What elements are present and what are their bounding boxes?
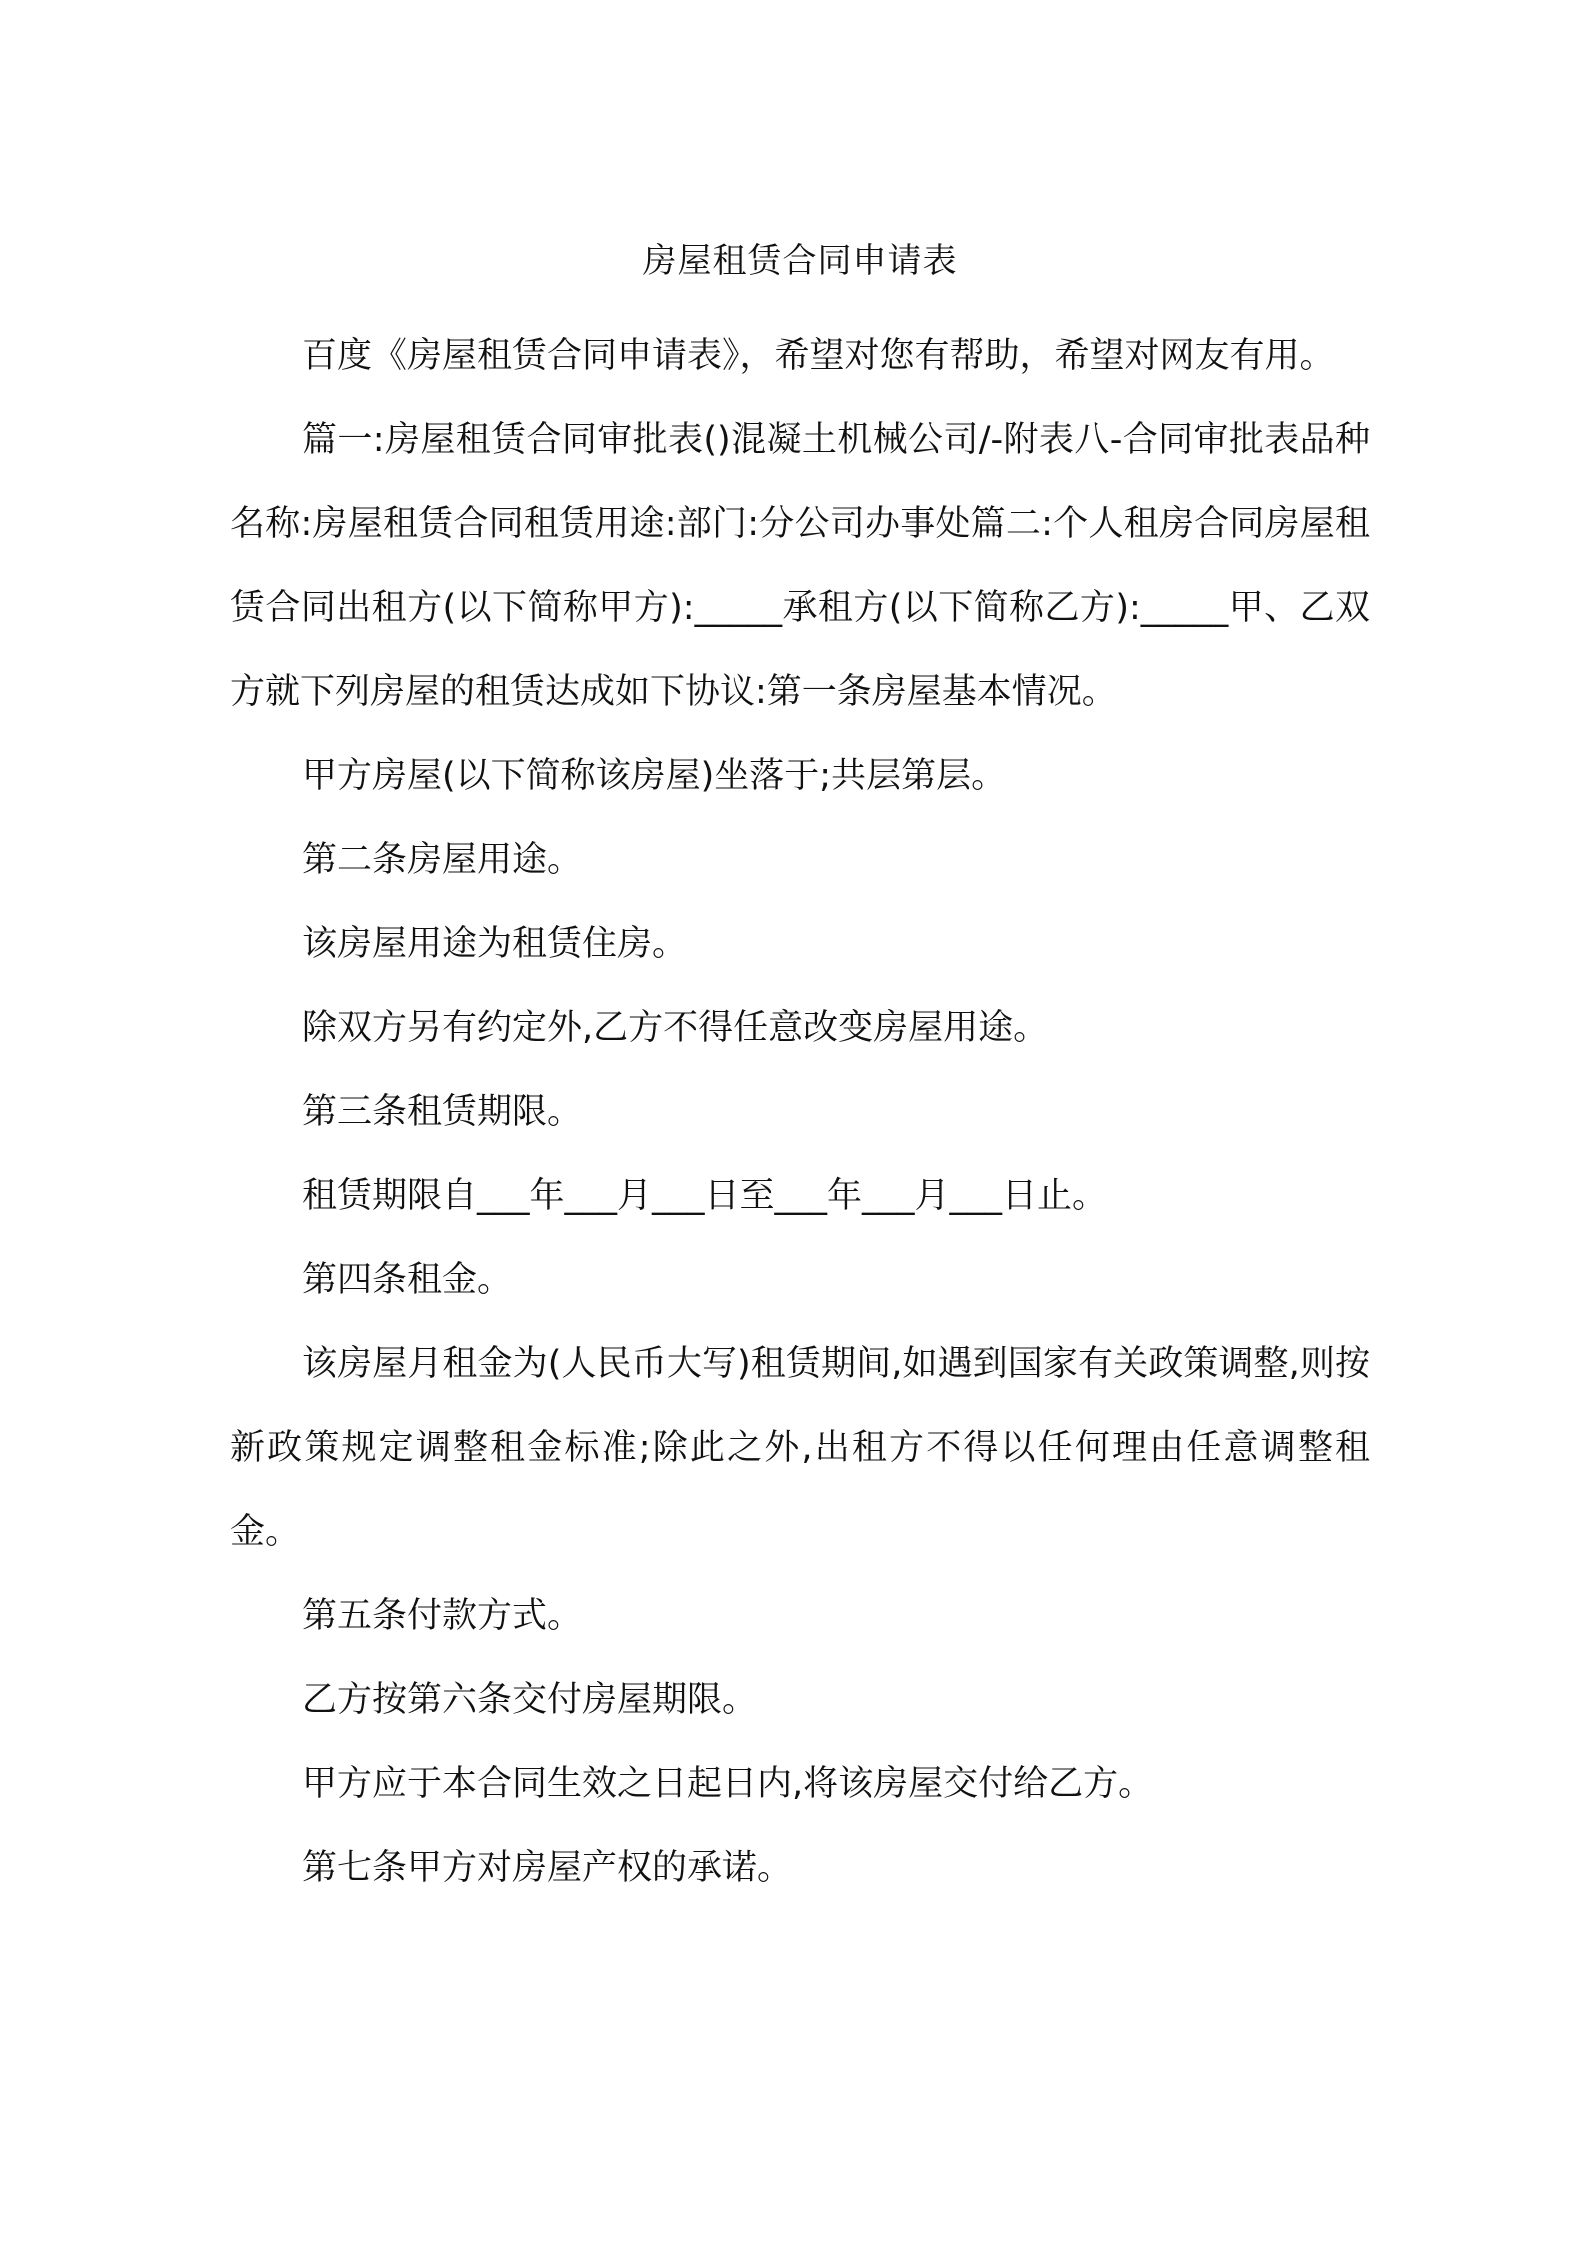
paragraph-delivery-term: 乙方按第六条交付房屋期限。 xyxy=(302,1680,758,1720)
document-title: 房屋租赁合同申请表 xyxy=(642,241,958,281)
paragraph-delivery: 甲方应于本合同生效之日起日内,将该房屋交付给乙方。 xyxy=(302,1764,1154,1804)
paragraph-article-5: 第五条付款方式。 xyxy=(302,1596,583,1636)
paragraph-usage: 该房屋用途为租赁住房。 xyxy=(302,924,688,964)
paragraph-location: 甲方房屋(以下简称该房屋)坐落于;共层第层。 xyxy=(302,756,1007,796)
paragraph-article-2: 第二条房屋用途。 xyxy=(302,840,583,880)
paragraph-part-one: 篇一:房屋租赁合同审批表()混凝土机械公司/-附表八-合同审批表品种名称:房屋租赁合同租赁用途:部门:分公司办事处篇二:个人租房合同房屋租赁合同出租方(以下简称甲方):_____承租方(以下简称乙方):_____甲、乙双方就下列房屋的租赁达成如下协议:第一条房屋基本情况。 xyxy=(230,420,1370,712)
paragraph-term: 租赁期限自___年___月___日至___年___月___日止。 xyxy=(302,1176,1108,1216)
paragraph-article-7: 第七条甲方对房屋产权的承诺。 xyxy=(302,1848,793,1888)
paragraph-article-4: 第四条租金。 xyxy=(302,1260,513,1300)
paragraph-usage-restriction: 除双方另有约定外,乙方不得任意改变房屋用途。 xyxy=(302,1008,1049,1048)
paragraph-rent: 该房屋月租金为(人民币大写)租赁期间,如遇到国家有关政策调整,则按新政策规定调整租金标准;除此之外,出租方不得以任何理由任意调整租金。 xyxy=(230,1344,1370,1552)
document-page xyxy=(230,230,1370,1910)
paragraph-article-3: 第三条租赁期限。 xyxy=(302,1092,583,1132)
paragraph-intro: 百度《房屋租赁合同申请表》，希望对您有帮助，希望对网友有用。 xyxy=(302,336,1335,376)
